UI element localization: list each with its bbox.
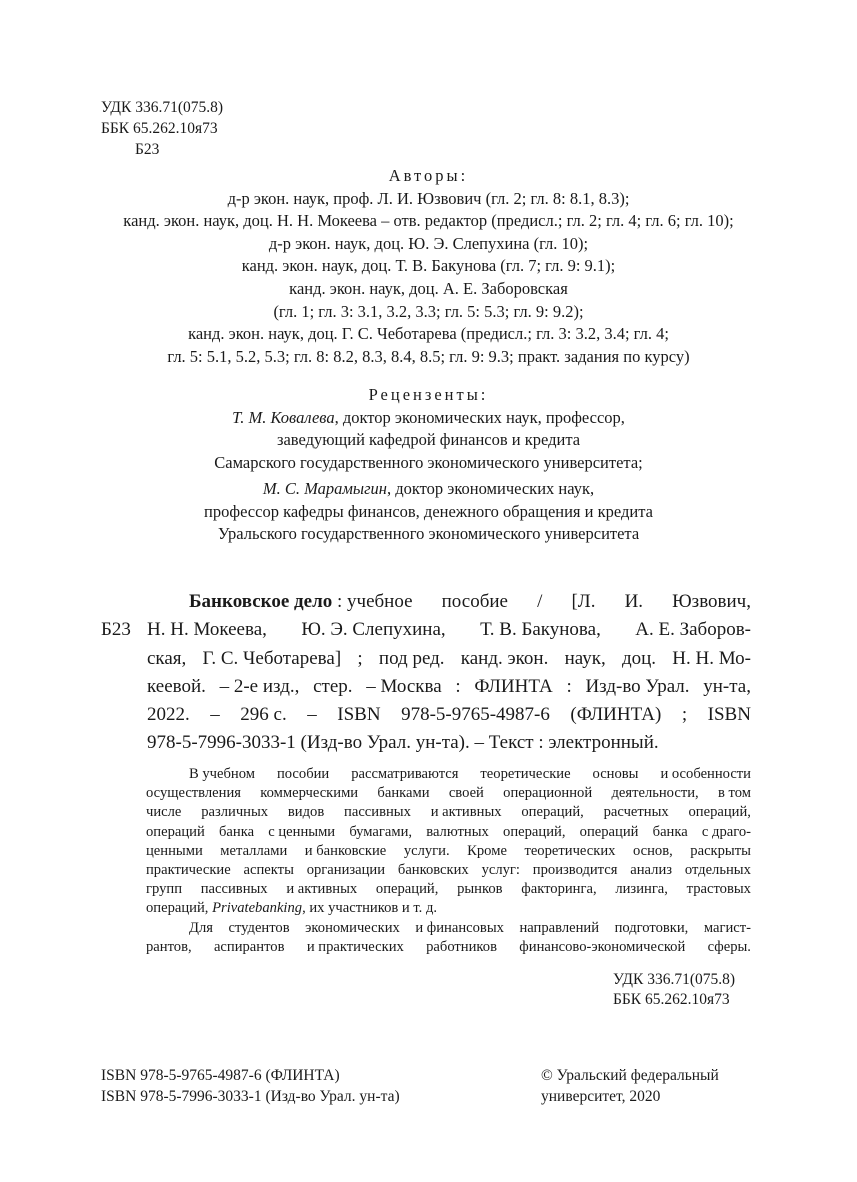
record-tag: Б23 [101,619,131,640]
author-line: канд. экон. наук, доц. Т. В. Бакунова (гл. 7; гл. 9: 9.1); [241,256,616,276]
annotation-line: ценными металлами и банковские услуги. Кроме теоретических основ, раскрыты [146,842,751,859]
author-mark: Б23 [135,141,160,158]
author-line: (гл. 1; гл. 3: 3.1, 3.2, 3.3; гл. 5: 5.3; гл. 9: 9.2); [273,301,584,321]
privatebanking-term: Privatebanking [212,900,303,917]
annotation-line: операций банка с ценными бумагами, валютных операций, операций банка с драго- [146,823,751,840]
copyright-line: © Уральский федеральный [541,1067,719,1084]
annotation-line: осуществления коммерческими банками своей операционной деятельности, в том [146,785,751,802]
reviewer-1-line: Самарского государственного экономического университета; [214,452,643,472]
reviewer-1-line: заведующий кафедрой финансов и кредита [276,430,581,449]
copyright-line: университет, 2020 [541,1087,661,1105]
annotation-line: числе различных видов пассивных и активных операций, расчетных операций, [146,804,751,821]
classification-top [101,97,223,160]
author-line: канд. экон. наук, доц. А. Е. Заборовская [289,278,568,298]
record-line: 978-5-7996-3033-1 (Изд-во Урал. ун-та). – Текст : электронный. [147,732,659,754]
record-line: Банковское дело : учебное пособие / [Л. И. Юзвович, [189,591,751,612]
book-title: Банковское дело [189,591,333,612]
record-line: кеевой. – 2-е изд., стер. – Москва : ФЛИНТА : Изд-во Урал. ун-та, [147,675,751,697]
annotation-line: В учебном пособии рассматриваются теоретические основы и особенности [189,766,751,782]
udk-code: УДК 336.71(075.8) [101,99,224,116]
bibliographic-record [101,588,751,758]
annotation-line: практические аспекты организации банковских услуг: производится анализ отдельных [146,862,751,879]
isbn-flinta: ISBN 978-5-9765-4987-6 (ФЛИНТА) [101,1067,340,1084]
reviewer-1-line: Т. М. Ковалева, доктор экономических наук, профессор, [232,407,625,427]
annotation-line: рантов, аспирантов и практических работников финансово-экономической сферы. [146,938,751,955]
udk-code: УДК 336.71(075.8) [613,971,736,988]
reviewer-2-line: М. С. Марамыгин, доктор экономических наук, [262,479,595,498]
classification-bottom [613,970,735,1010]
annotation-line: операций, Privatebanking, их участников и т. д. [146,900,438,917]
authors-block [0,165,857,368]
author-line: канд. экон. наук, доц. Н. Н. Мокеева – отв. редактор (предисл.; гл. 2; гл. 4; гл. 6; гл. 10); [123,211,734,231]
bbk-code: ББК 65.262.10я73 [613,991,730,1008]
author-line: канд. экон. наук, доц. Г. С. Чеботарева (предисл.; гл. 3: 3.2, 3.4; гл. 4; [188,324,669,344]
record-line: ская, Г. С. Чеботарева] ; под ред. канд. экон. наук, доц. Н. Н. Мо- [147,647,751,669]
isbn-block [101,1066,400,1107]
reviewer-2-name: М. С. Марамыгин [262,479,387,498]
annotation-line: групп пассивных и активных операций, рынков факторинга, лизинга, трастовых [146,881,751,898]
author-line: д-р экон. наук, проф. Л. И. Юзвович (гл. 2; гл. 8: 8.1, 8.3); [227,188,630,208]
reviewers-block [0,384,857,546]
authors-heading: Авторы: [388,166,469,185]
isbn-ural: ISBN 978-5-7996-3033-1 (Изд-во Урал. ун-та) [101,1087,400,1105]
reviewer-2-line: Уральского государственного экономического университета [217,524,640,543]
copyright-block [541,1066,719,1107]
author-line: д-р экон. наук, доц. Ю. Э. Слепухина (гл. 10); [268,233,589,253]
author-line: гл. 5: 5.1, 5.2, 5.3; гл. 8: 8.2, 8.3, 8.4, 8.5; гл. 9: 9.3; практ. задания по курсу) [167,346,690,366]
reviewer-1-name: Т. М. Ковалева [232,407,335,427]
annotation-line: Для студентов экономических и финансовых направлений подготовки, магист- [189,919,751,936]
annotation [146,765,751,957]
reviewers-heading: Рецензенты: [368,385,489,404]
record-line: Н. Н. Мокеева, Ю. Э. Слепухина, Т. В. Бакунова, А. Е. Заборов- [147,619,751,641]
reviewer-2-line: профессор кафедры финансов, денежного обращения и кредита [204,501,653,521]
record-line: 2022. – 296 с. – ISBN 978-5-9765-4987-6 (ФЛИНТА) ; ISBN [147,704,751,726]
bbk-code: ББК 65.262.10я73 [101,120,218,137]
